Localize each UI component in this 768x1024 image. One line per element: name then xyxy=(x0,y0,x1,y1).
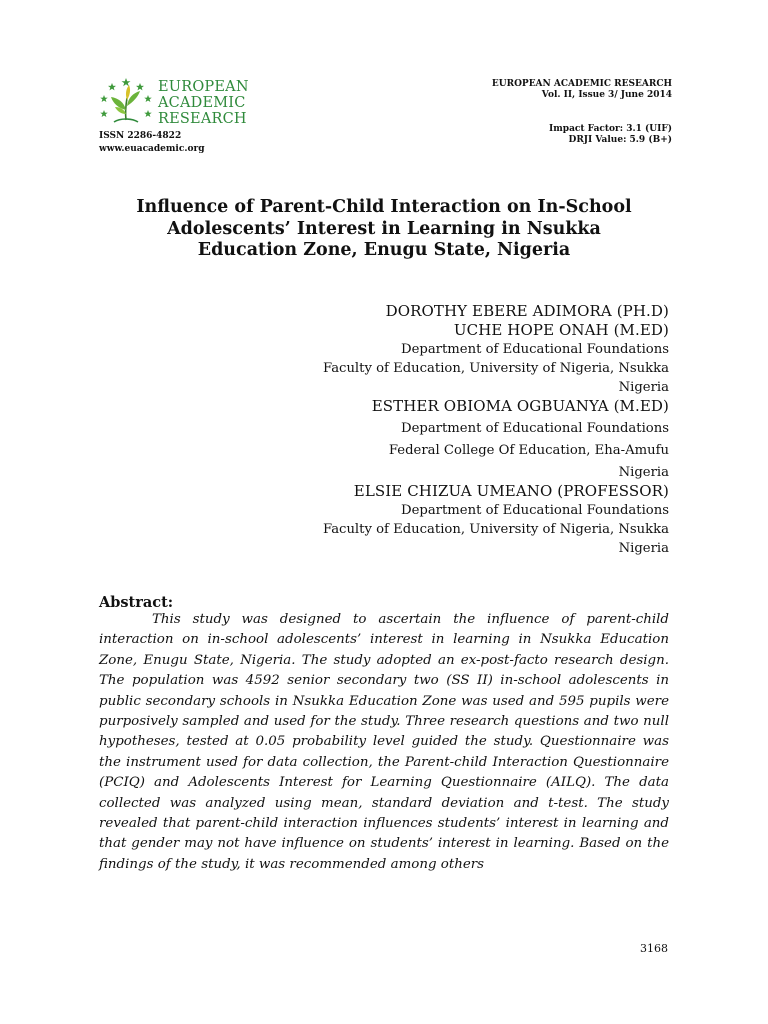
impact-factor: Impact Factor: 3.1 (UIF) xyxy=(549,124,672,134)
title-line-2: Adolescents’ Interest in Learning in Nsukka xyxy=(167,218,601,239)
page-number: 3168 xyxy=(640,942,668,955)
author-department: Department of Educational Foundations xyxy=(401,503,669,518)
title-line-1: Influence of Parent-Child Interaction on In-School xyxy=(136,197,632,217)
author-institution: Federal College Of Education, Eha-Amufu xyxy=(388,443,669,458)
logo-emblem-icon xyxy=(96,76,156,132)
logo-line-1: EUROPEAN xyxy=(158,79,249,95)
author-name: DOROTHY EBERE ADIMORA (PH.D) xyxy=(385,302,669,320)
author-name: ELSIE CHIZUA UMEANO (PROFESSOR) xyxy=(353,482,669,500)
abstract-heading: Abstract: xyxy=(99,594,174,611)
impact-info xyxy=(549,124,672,146)
author-country: Nigeria xyxy=(618,541,669,556)
author-name: ESTHER OBIOMA OGBUANYA (M.ED) xyxy=(371,397,669,415)
author-department: Department of Educational Foundations xyxy=(401,342,669,357)
author-institution: Faculty of Education, University of Nigeria, Nsukka xyxy=(322,361,669,376)
journal-info xyxy=(492,79,672,101)
author-country: Nigeria xyxy=(618,465,669,480)
paper-title xyxy=(96,197,672,262)
journal-website: www.euacademic.org xyxy=(99,144,205,154)
author-block xyxy=(323,302,669,558)
journal-name: EUROPEAN ACADEMIC RESEARCH xyxy=(491,79,672,89)
abstract-body: This study was designed to ascertain the influence of parent-child interaction on in-school adolescents’ interest in learning in Nsukka Education Zone, Enugu State, Nigeria. The study adopted an ex-post-facto research design. The population was 4592 senior secondary two (SS II) in-school adolescents in public secondary schools in Nsukka Education Zone was used and 595 pupils were purposively sampled and used for the study. Three research questions and two null hypotheses, tested at 0.05 probability level guided the study. Questionnaire was the instrument used for data collection, the Parent-child Interaction Questionnaire (PCIQ) and Adolescents Interest for Learning Questionnaire (AILQ). The data collected was analyzed using mean, standard deviation and t-test. The study revealed that parent-child interaction influences students’ interest in learning and that gender may not have influence on students’ interest in learning. Based on the findings of the study, it was recommended among others xyxy=(99,612,669,872)
logo-wordmark xyxy=(158,79,249,127)
issn-number: ISSN 2286-4822 xyxy=(99,131,182,141)
author-country: Nigeria xyxy=(618,380,669,395)
logo-line-3: RESEARCH xyxy=(158,111,247,127)
author-department: Department of Educational Foundations xyxy=(401,421,669,436)
volume-issue: Vol. II, Issue 3/ June 2014 xyxy=(541,90,672,100)
logo-line-2: ACADEMIC xyxy=(158,95,246,111)
title-line-3: Education Zone, Enugu State, Nigeria xyxy=(197,240,571,260)
author-institution: Faculty of Education, University of Nigeria, Nsukka xyxy=(322,522,669,537)
drji-value: DRJI Value: 5.9 (B+) xyxy=(568,135,672,145)
journal-logo xyxy=(96,76,276,132)
author-name: UCHE HOPE ONAH (M.ED) xyxy=(453,321,669,339)
issn-block xyxy=(99,130,205,156)
